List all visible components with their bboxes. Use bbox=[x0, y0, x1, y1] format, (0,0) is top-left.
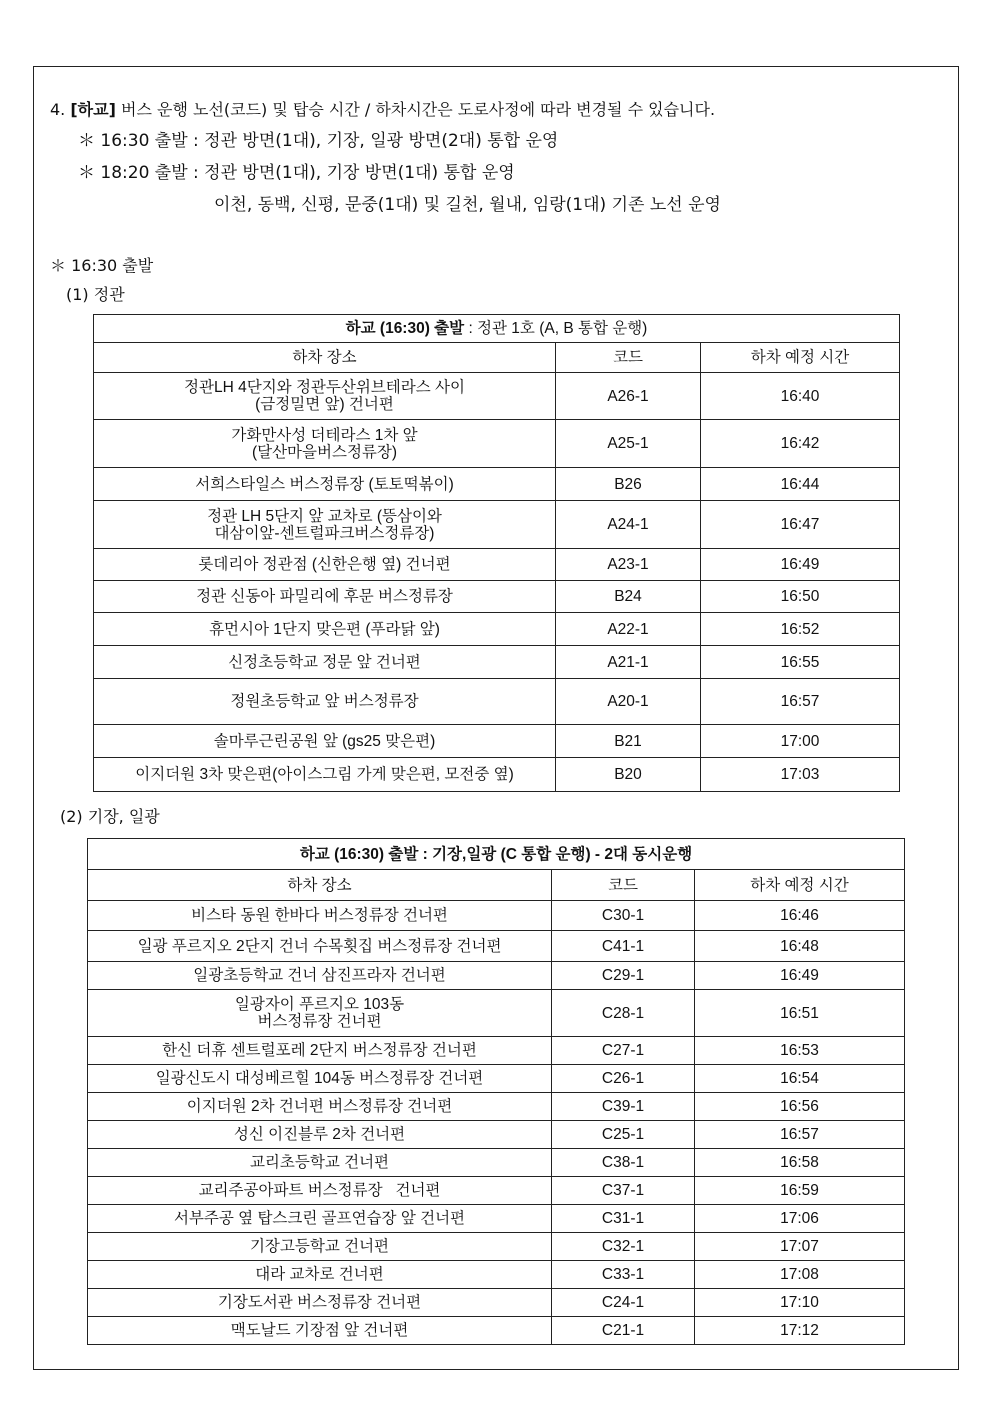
stop-code: C28-1 bbox=[552, 990, 695, 1037]
stop-place: 정관 LH 5단지 앞 교차로 (뜽삼이와 대삼이앞-센트럴파크버스정류장) bbox=[94, 501, 556, 549]
stop-place: 솔마루근린공원 앞 (gs25 맞은편) bbox=[94, 725, 556, 758]
stop-place: 한신 더휴 센트럴포레 2단지 버스정류장 건너편 bbox=[88, 1037, 552, 1065]
notice-title bbox=[50, 100, 715, 120]
table-row bbox=[88, 1121, 905, 1149]
stop-place: 휴먼시아 1단지 맞은편 (푸라닭 앞) bbox=[94, 613, 556, 646]
stop-code: C38-1 bbox=[552, 1149, 695, 1177]
stop-code: C41-1 bbox=[552, 931, 695, 962]
jeonggwan-table bbox=[93, 314, 900, 792]
stop-place: 기장도서관 버스정류장 건너편 bbox=[88, 1289, 552, 1317]
stop-place: 이지더원 3차 맞은편(아이스그림 가게 맞은편, 모전중 옆) bbox=[94, 758, 556, 792]
subsection-1: (1) 정관 bbox=[66, 285, 125, 304]
stop-place: 롯데리아 정관점 (신한은행 옆) 건너편 bbox=[94, 549, 556, 581]
table-row bbox=[94, 373, 900, 420]
stop-place: 교리주공아파트 버스정류장 건너편 bbox=[88, 1177, 552, 1205]
stop-place: 대라 교차로 건너편 bbox=[88, 1261, 552, 1289]
stop-time: 16:42 bbox=[701, 420, 900, 468]
table-row bbox=[88, 1261, 905, 1289]
stop-time: 17:03 bbox=[701, 758, 900, 792]
table2-caption: 하교 (16:30) 출발 : 기장,일광 (C 통합 운행) - 2대 동시운행 bbox=[88, 839, 905, 870]
stop-code: C29-1 bbox=[552, 962, 695, 990]
stop-code: A21-1 bbox=[556, 646, 701, 679]
table-row bbox=[94, 420, 900, 468]
stop-time: 17:06 bbox=[695, 1205, 905, 1233]
notice-line-3: 이천, 동백, 신평, 문중(1대) 및 길천, 월내, 임랑(1대) 기존 노선 운영 bbox=[214, 195, 721, 215]
notice-line-1: ＊ 16:30 출발 : 정관 방면(1대), 기장, 일광 방면(2대) 통합 운영 bbox=[78, 131, 559, 151]
stop-time: 16:49 bbox=[701, 549, 900, 581]
table-row bbox=[88, 990, 905, 1037]
table-row bbox=[88, 962, 905, 990]
stop-code: C21-1 bbox=[552, 1317, 695, 1345]
table-row bbox=[88, 931, 905, 962]
stop-time: 16:56 bbox=[695, 1093, 905, 1121]
stop-code: C32-1 bbox=[552, 1233, 695, 1261]
table-row bbox=[88, 1149, 905, 1177]
stop-time: 16:40 bbox=[701, 373, 900, 420]
header-place: 하차 장소 bbox=[88, 870, 552, 901]
header-place: 하차 장소 bbox=[94, 343, 556, 373]
stop-place: 일광신도시 대성베르힐 104동 버스정류장 건너편 bbox=[88, 1065, 552, 1093]
stop-code: C37-1 bbox=[552, 1177, 695, 1205]
header-code: 코드 bbox=[552, 870, 695, 901]
stop-place: 교리초등학교 건너편 bbox=[88, 1149, 552, 1177]
stop-code: A20-1 bbox=[556, 679, 701, 725]
table-row bbox=[94, 549, 900, 581]
notice-title-text: 버스 운행 노선(코드) 및 탑승 시간 / 하차시간은 도로사정에 따라 변경될 수 있습니다. bbox=[121, 100, 716, 119]
stop-code: B24 bbox=[556, 581, 701, 613]
stop-place: 일광초등학교 건너 삼진프라자 건너편 bbox=[88, 962, 552, 990]
stop-place: 신정초등학교 정문 앞 건너편 bbox=[94, 646, 556, 679]
stop-time: 16:44 bbox=[701, 468, 900, 501]
table-row bbox=[88, 1065, 905, 1093]
header-time: 하차 예정 시간 bbox=[695, 870, 905, 901]
stop-time: 16:52 bbox=[701, 613, 900, 646]
stop-time: 16:49 bbox=[695, 962, 905, 990]
stop-time: 16:53 bbox=[695, 1037, 905, 1065]
stop-place: 정관 신동아 파밀리에 후문 버스정류장 bbox=[94, 581, 556, 613]
table2-header-row bbox=[88, 870, 905, 901]
stop-time: 16:57 bbox=[695, 1121, 905, 1149]
stop-place: 맥도날드 기장점 앞 건너편 bbox=[88, 1317, 552, 1345]
table1-header-row bbox=[94, 343, 900, 373]
stop-place: 가화만사성 더테라스 1차 앞 (달산마을버스정류장) bbox=[94, 420, 556, 468]
stop-code: A25-1 bbox=[556, 420, 701, 468]
stop-time: 17:07 bbox=[695, 1233, 905, 1261]
stop-time: 16:59 bbox=[695, 1177, 905, 1205]
subsection-2: (2) 기장, 일광 bbox=[60, 807, 160, 826]
stop-time: 16:51 bbox=[695, 990, 905, 1037]
stop-code: B20 bbox=[556, 758, 701, 792]
stop-place: 서부주공 옆 탑스크린 골프연습장 앞 건너편 bbox=[88, 1205, 552, 1233]
table-row bbox=[88, 1233, 905, 1261]
table-row bbox=[94, 501, 900, 549]
table-row bbox=[88, 901, 905, 931]
notice-title-bold: [하교] bbox=[70, 100, 116, 119]
table-row bbox=[88, 1289, 905, 1317]
stop-place: 정원초등학교 앞 버스정류장 bbox=[94, 679, 556, 725]
table-row bbox=[94, 679, 900, 725]
stop-place: 이지더원 2차 건너편 버스정류장 건너편 bbox=[88, 1093, 552, 1121]
stop-place: 정관LH 4단지와 정관두산위브테라스 사이 (금정밀면 앞) 건너편 bbox=[94, 373, 556, 420]
header-code: 코드 bbox=[556, 343, 701, 373]
table-row bbox=[94, 468, 900, 501]
stop-place: 서희스타일스 버스정류장 (토토떡볶이) bbox=[94, 468, 556, 501]
stop-place: 기장고등학교 건너편 bbox=[88, 1233, 552, 1261]
stop-code: B26 bbox=[556, 468, 701, 501]
stop-code: C33-1 bbox=[552, 1261, 695, 1289]
stop-code: C31-1 bbox=[552, 1205, 695, 1233]
stop-code: C27-1 bbox=[552, 1037, 695, 1065]
stop-time: 17:00 bbox=[701, 725, 900, 758]
table-row bbox=[94, 646, 900, 679]
stop-time: 16:46 bbox=[695, 901, 905, 931]
stop-time: 16:50 bbox=[701, 581, 900, 613]
stop-place: 비스타 동원 한바다 버스정류장 건너편 bbox=[88, 901, 552, 931]
stop-code: C30-1 bbox=[552, 901, 695, 931]
stop-time: 16:55 bbox=[701, 646, 900, 679]
stop-code: C24-1 bbox=[552, 1289, 695, 1317]
table-row bbox=[94, 758, 900, 792]
table-row bbox=[88, 1205, 905, 1233]
table-row bbox=[94, 613, 900, 646]
notice-line-2: ＊ 18:20 출발 : 정관 방면(1대), 기장 방면(1대) 통합 운영 bbox=[78, 163, 515, 183]
stop-code: C25-1 bbox=[552, 1121, 695, 1149]
header-time: 하차 예정 시간 bbox=[701, 343, 900, 373]
stop-time: 16:57 bbox=[701, 679, 900, 725]
stop-code: A23-1 bbox=[556, 549, 701, 581]
stop-code: A22-1 bbox=[556, 613, 701, 646]
stop-code: A24-1 bbox=[556, 501, 701, 549]
stop-time: 17:10 bbox=[695, 1289, 905, 1317]
stop-place: 일광자이 푸르지오 103동 버스정류장 건너편 bbox=[88, 990, 552, 1037]
table-row bbox=[88, 1177, 905, 1205]
table-row bbox=[88, 1317, 905, 1345]
gijang-ilgwang-table bbox=[87, 838, 905, 1345]
table-row bbox=[94, 725, 900, 758]
stop-time: 16:54 bbox=[695, 1065, 905, 1093]
table-row bbox=[88, 1093, 905, 1121]
stop-code: C26-1 bbox=[552, 1065, 695, 1093]
table1-caption: 하교 (16:30) 출발 : 정관 1호 (A, B 통합 운행) bbox=[94, 315, 900, 343]
stop-place: 성신 이진블루 2차 건너편 bbox=[88, 1121, 552, 1149]
stop-time: 16:58 bbox=[695, 1149, 905, 1177]
stop-code: C39-1 bbox=[552, 1093, 695, 1121]
stop-code: A26-1 bbox=[556, 373, 701, 420]
table-row bbox=[94, 581, 900, 613]
stop-code: B21 bbox=[556, 725, 701, 758]
stop-time: 17:08 bbox=[695, 1261, 905, 1289]
stop-time: 16:48 bbox=[695, 931, 905, 962]
stop-place: 일광 푸르지오 2단지 건너 수목횟집 버스정류장 건너편 bbox=[88, 931, 552, 962]
notice-number: 4. bbox=[50, 100, 66, 119]
section-heading: ＊ 16:30 출발 bbox=[50, 256, 154, 275]
stop-time: 17:12 bbox=[695, 1317, 905, 1345]
stop-time: 16:47 bbox=[701, 501, 900, 549]
table-row bbox=[88, 1037, 905, 1065]
